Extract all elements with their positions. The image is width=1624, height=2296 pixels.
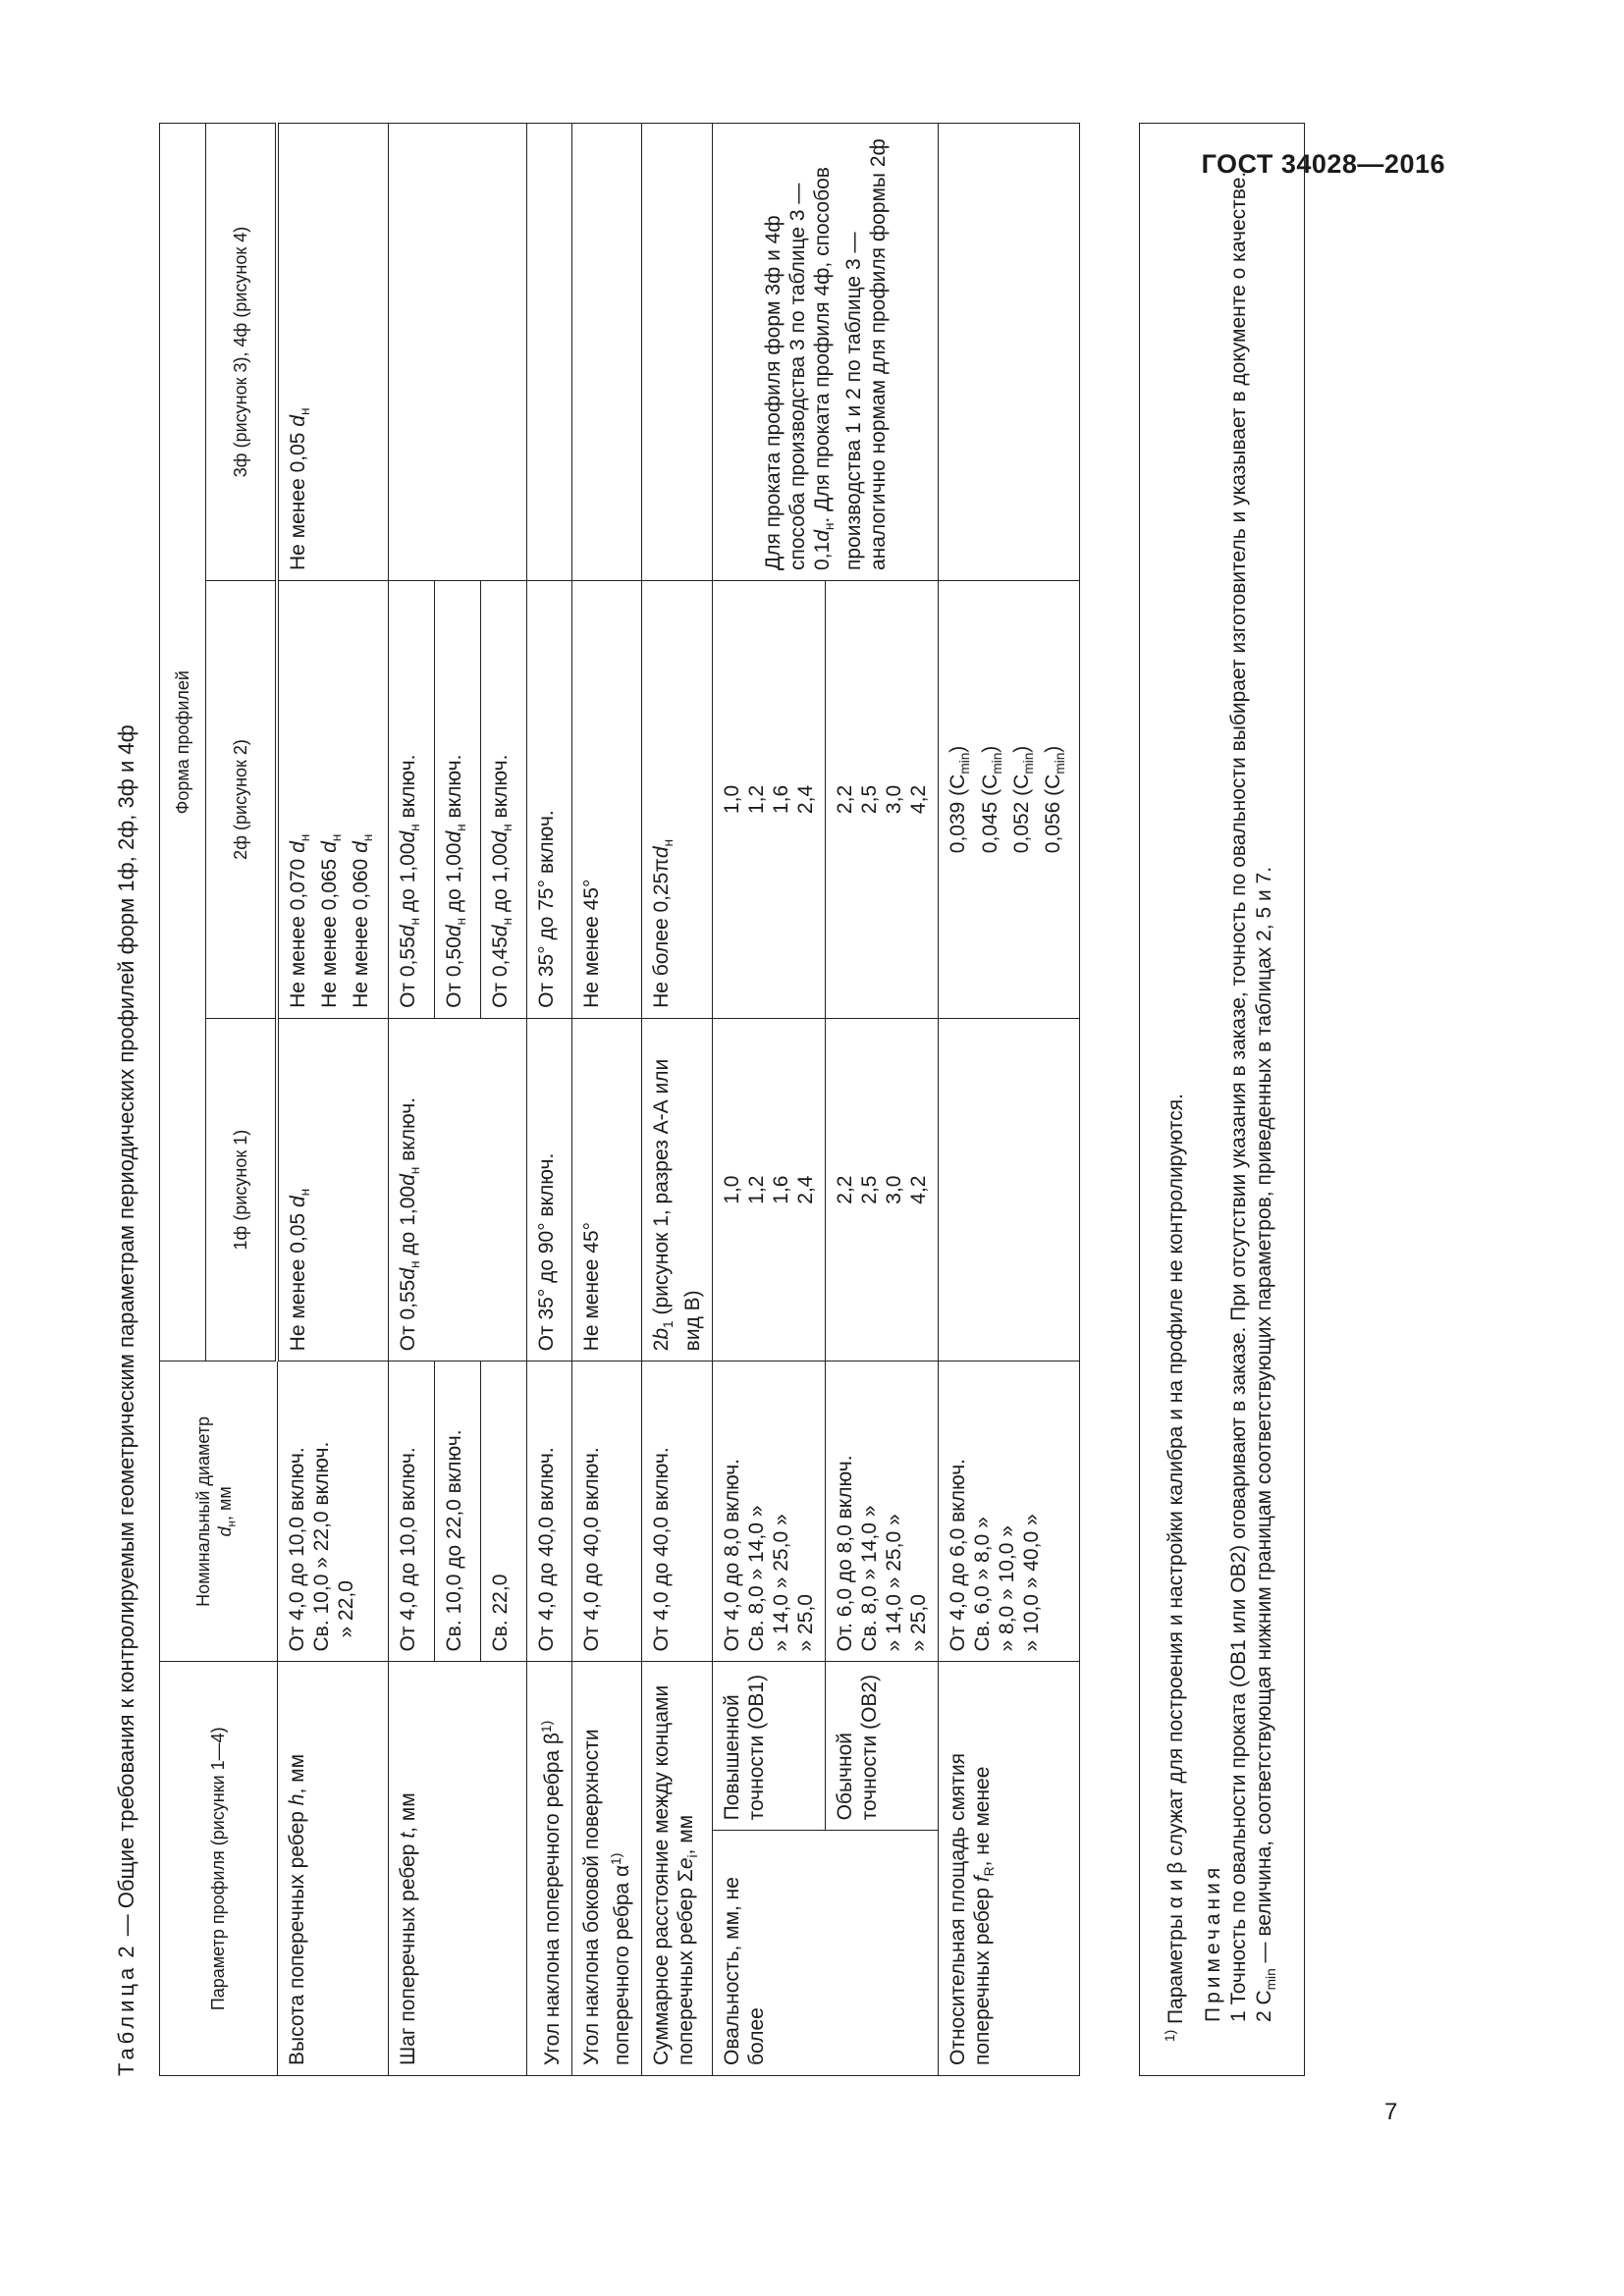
table-caption-title: — Общие требования к контролируемым геометрическим параметрам периодических профилей форм 1ф, 2ф, 3ф и 4ф <box>114 724 138 1937</box>
cell-f34-empty <box>527 124 572 581</box>
page-number: 7 <box>1384 2099 1398 2125</box>
cell-f1: От $0,55d_н$ до $1,00d_н$ включ. <box>388 1018 527 1361</box>
cell-param: Угол наклона поперечного ребра $\beta^{1)}$ <box>527 1662 572 2076</box>
row-alpha <box>572 124 642 2076</box>
notes-heading: Примечания <box>1202 1863 1224 2022</box>
header-param: Параметр профиля (рисунки 1—4) <box>160 1662 278 2076</box>
cell-f2: Не более $0,25\pi d_н$ <box>642 581 713 1019</box>
note-1: 1 Точность по овальности проката (ОВ1 или ОВ2) оговаривают в заказе. При отсутствии указания в заказе, точность по овальности выбирает изготовитель и указывает в документе о качестве. <box>1227 171 1250 2022</box>
cell-diam: От 4,0 до 40,0 включ. <box>572 1362 642 1662</box>
cell-f2: От $0,50d_н$ до $1,00d_н$ включ. <box>434 581 480 1019</box>
cell-f2: От $0,55d_н$ до $1,00d_н$ включ. <box>388 581 434 1019</box>
cell-diam: От 4,0 до 8,0 включ. Св. 8,0 » 14,0 » » 14,0 » 25,0 » » 25,0 <box>713 1362 826 1662</box>
cell-f2: От $0,45d_н$ до $1,00d_н$ включ. <box>480 581 526 1019</box>
cell-f2: Не менее 0,070 $d_н$ Не менее 0,065 $d_н$ Не менее 0,060 $d_н$ <box>277 581 388 1019</box>
cell-param: Угол наклона боковой поверхности поперечного ребра $\alpha^{1)}$ <box>572 1662 642 2076</box>
table-caption-number: 2 <box>114 1942 138 1958</box>
cell-diam: Св. 22,0 <box>480 1362 526 1662</box>
cell-diam: От 4,0 до 10,0 включ. <box>388 1362 434 1662</box>
row-rib-height <box>277 124 388 2076</box>
cell-f2: 1,0 1,2 1,6 2,4 <box>713 581 826 1019</box>
header-form-2: 2ф (рисунок 2) <box>206 581 278 1019</box>
header-forms: Форма профилей <box>160 124 206 1362</box>
cell-param: Суммарное расстояние между концами поперечных ребер $\Sigma e_i$, мм <box>642 1662 713 2076</box>
cell-f34: Для проката профиля форм 3ф и 4ф способа производства 3 по таблице 3 — $0,1d_н$. Для проката профиля 4ф, способов производства 1 и 2 по таблице 3 — аналогично нормам для профиля формы 2ф <box>713 124 939 581</box>
table-caption-label: Таблица <box>114 1963 138 2076</box>
header-form-1: 1ф (рисунок 1) <box>206 1018 278 1361</box>
cell-f2: 0,039 $(C_{min})$ 0,045 $(C_{min})$ 0,052 $(C_{min})$ 0,056 $(C_{min})$ <box>939 581 1080 1019</box>
row-ovality-ob1 <box>713 124 826 2076</box>
row-beta <box>527 124 572 2076</box>
rotated-table-block <box>110 0 1553 2076</box>
cell-diam: От 4,0 до 40,0 включ. <box>642 1362 713 1662</box>
cell-f34-empty <box>388 124 527 581</box>
cell-diam: От 4,0 до 6,0 включ. Св. 6,0 » 8,0 » » 8,0 » 10,0 » » 10,0 » 40,0 » <box>939 1362 1080 1662</box>
header-row-1 <box>160 124 206 2076</box>
cell-f2: От 35° до 75° включ. <box>527 581 572 1019</box>
cell-f34-empty <box>572 124 642 581</box>
cell-diam: От. 6,0 до 8,0 включ. Св. 8,0 » 14,0 » » 14,0 » 25,0 » » 25,0 <box>826 1362 939 1662</box>
cell-f1: 1,0 1,2 1,6 2,4 <box>713 1018 826 1361</box>
cell-diam: От 4,0 до 10,0 включ. Св. 10,0 » 22,0 включ. » 22,0 <box>277 1362 388 1662</box>
header-form-34: 3ф (рисунок 3), 4ф (рисунок 4) <box>206 124 278 581</box>
cell-ob2-label: Обычной точности (ОВ2) <box>826 1662 939 1831</box>
cell-param: Относительная площадь смятия поперечных ребер $f_R$, не менее <box>939 1662 1080 2076</box>
cell-f34-empty <box>642 124 713 581</box>
cell-f1: 2,2 2,5 3,0 4,2 <box>826 1018 939 1361</box>
cell-diam: От 4,0 до 40,0 включ. <box>527 1362 572 1662</box>
cell-f1: $2b_1$ (рисунок 1, разрез А-А или вид В) <box>642 1018 713 1361</box>
cell-f2: 2,2 2,5 3,0 4,2 <box>826 581 939 1019</box>
cell-f1: Не менее 45° <box>572 1018 642 1361</box>
cell-f1-empty <box>939 1018 1080 1361</box>
row-relative-area <box>939 124 1080 2076</box>
cell-f34: Не менее 0,05 $d_н$ <box>277 124 388 581</box>
cell-param: Овальность, мм, не более <box>713 1831 939 2076</box>
cell-f2: Не менее 45° <box>572 581 642 1019</box>
cell-param: Шаг поперечных ребер t, мм <box>388 1662 527 2076</box>
table-notes <box>1139 123 1305 2076</box>
cell-f1: Не менее 0,05 $d_н$ <box>277 1018 388 1361</box>
row-pitch-1 <box>388 124 434 2076</box>
table-caption <box>110 724 143 2076</box>
cell-f34-empty <box>939 124 1080 581</box>
cell-diam: Св. 10,0 до 22,0 включ. <box>434 1362 480 1662</box>
cell-param: Высота поперечных ребер h, мм <box>277 1662 388 2076</box>
header-diameter: Номинальный диаметр $d_н$, мм <box>160 1362 278 1662</box>
document-code: ГОСТ 34028—2016 <box>1201 149 1445 179</box>
requirements-table <box>159 123 1080 2076</box>
note-2: 2 $C_{min}$ — величина, соответствующая нижним границам соответствующих параметров, приведенных в таблицах 2, 5 и 7. <box>1253 866 1279 2022</box>
cell-ob1-label: Повышенной точности (ОВ1) <box>713 1662 826 1831</box>
cell-f1: От 35° до 90° включ. <box>527 1018 572 1361</box>
footnote-1: $^{1)}$ Параметры α и β служат для построения и настройки калибра и на профиле не контролируются. <box>1163 1093 1187 2042</box>
row-sum-distance <box>642 124 713 2076</box>
